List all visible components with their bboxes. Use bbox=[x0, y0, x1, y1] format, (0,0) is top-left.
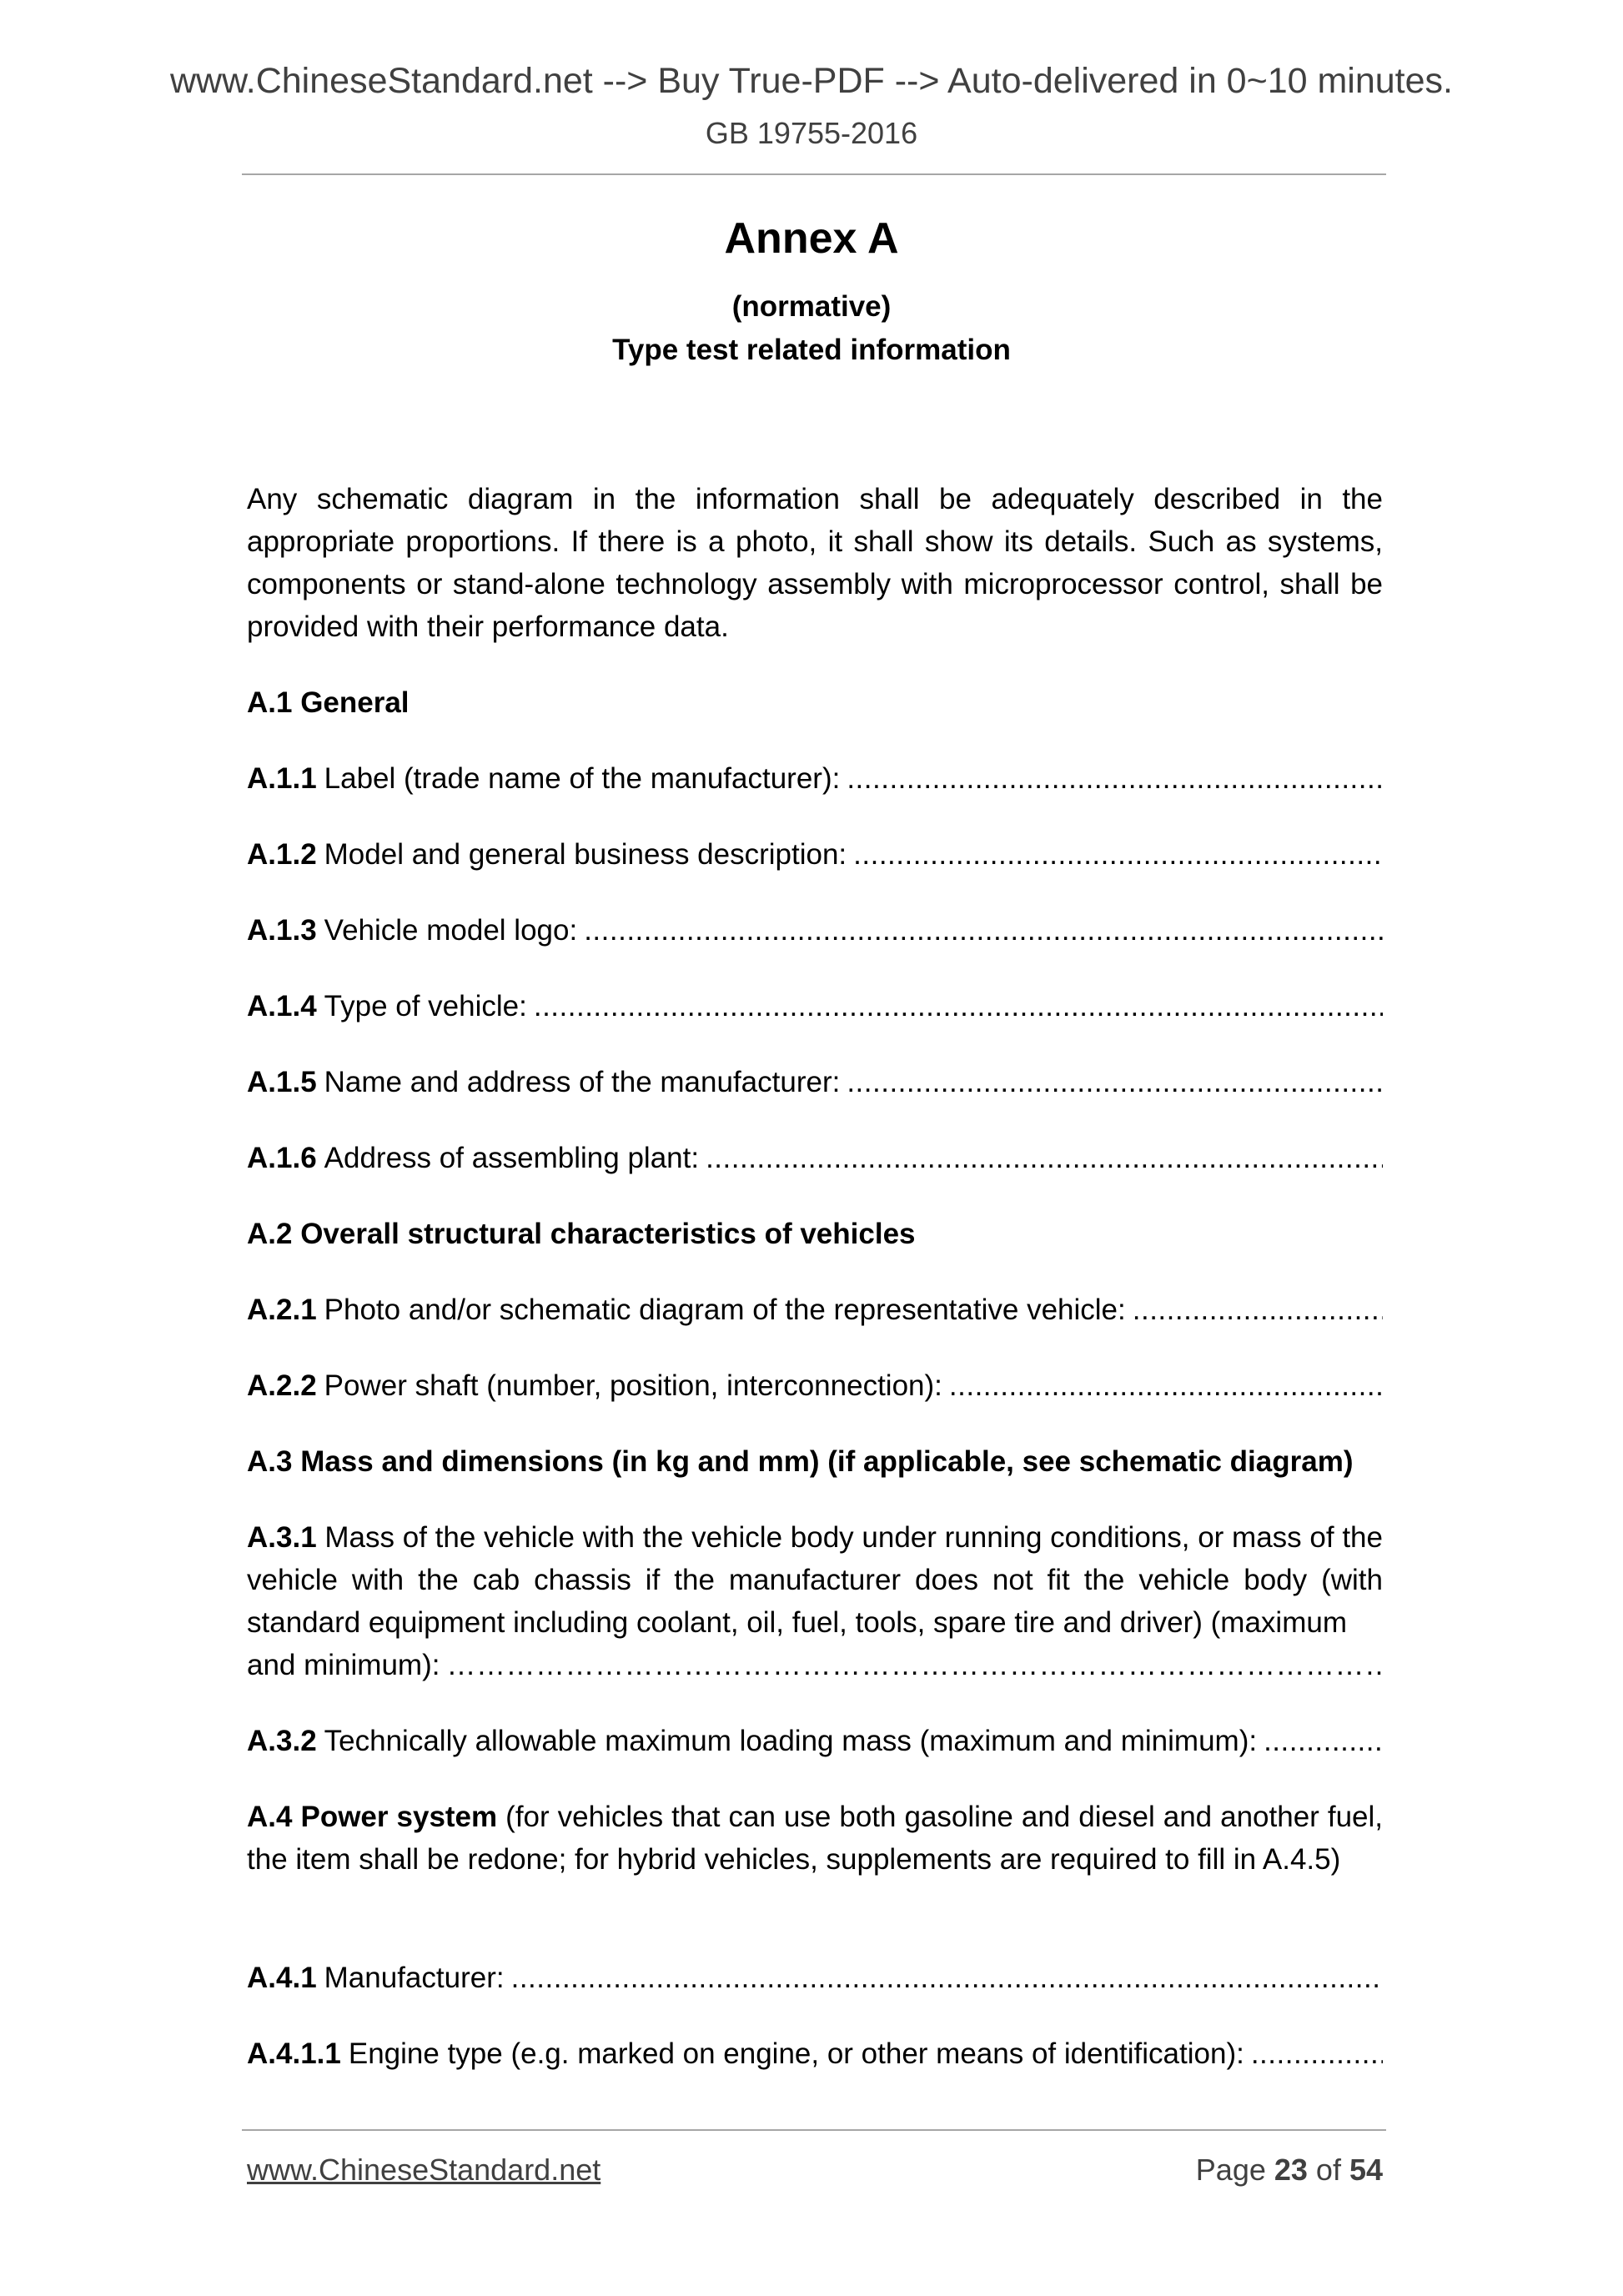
intro-paragraph: Any schematic diagram in the information shall be adequately described in the appropriate proportions. If there is a photo, it shall show its details. Such as systems, components or stand-alone technology assembly with microprocessor control, shall be provided with their performance data. bbox=[247, 483, 1383, 643]
item-label: Model and general business description: bbox=[324, 838, 847, 871]
form-item-a2-2 bbox=[247, 1364, 1383, 1407]
item-number: A.1.2 bbox=[247, 838, 317, 871]
form-item-a1-3 bbox=[247, 909, 1383, 952]
page-total: 54 bbox=[1349, 2153, 1383, 2187]
footer-site-link[interactable]: www.ChineseStandard.net bbox=[247, 2153, 601, 2187]
section-heading-a4 bbox=[247, 1796, 1383, 1881]
form-item-a3-1 bbox=[247, 1516, 1383, 1644]
item-label: Engine type (e.g. marked on engine, or other means of identification): bbox=[348, 2037, 1244, 2070]
site-banner: www.ChineseStandard.net --> Buy True-PDF --> Auto-delivered in 0~10 minutes. bbox=[169, 61, 1453, 101]
annex-subtitle: Type test related information bbox=[612, 334, 1011, 366]
item-label: Technically allowable maximum loading mass (maximum and minimum): bbox=[324, 1725, 1258, 1757]
form-item-a3-1-fill bbox=[247, 1644, 1383, 1686]
dotted-fill-line bbox=[847, 833, 1383, 876]
section-heading-a2: A.2 Overall structural characteristics of vehicles bbox=[247, 1218, 916, 1250]
item-number: A.1.5 bbox=[247, 1066, 317, 1098]
item-number: A.1.1 bbox=[247, 762, 317, 795]
form-item-a1-5 bbox=[247, 1061, 1383, 1103]
dotted-fill-line bbox=[440, 1644, 1383, 1686]
item-number: A.4.1.1 bbox=[247, 2037, 341, 2070]
form-item-a4-1-1 bbox=[247, 2032, 1383, 2075]
item-label: Label (trade name of the manufacturer): bbox=[324, 762, 841, 795]
item-number: A.3.1 bbox=[247, 1521, 317, 1554]
dotted-fill-line bbox=[1126, 1289, 1383, 1331]
item-number: A.1.6 bbox=[247, 1142, 317, 1174]
section-heading-a1: A.1 General bbox=[247, 686, 410, 719]
page-number bbox=[1196, 2155, 1383, 2185]
section-heading-note: (for vehicles that can use both gasoline and diesel and another fuel, the item shall be redone; for hybrid vehicles, supplements are required to fill in A.4.5) bbox=[247, 1801, 1383, 1876]
item-number: A.4.1 bbox=[247, 1962, 317, 1994]
dotted-fill-line bbox=[527, 985, 1383, 1027]
item-label: Name and address of the manufacturer: bbox=[324, 1066, 841, 1098]
dotted-fill-line bbox=[577, 909, 1383, 952]
page-current: 23 bbox=[1274, 2153, 1308, 2187]
item-label: Address of assembling plant: bbox=[324, 1142, 700, 1174]
dotted-fill-line bbox=[942, 1364, 1383, 1407]
dotted-fill-line bbox=[699, 1137, 1383, 1179]
header-divider bbox=[242, 173, 1386, 175]
item-number: A.2.1 bbox=[247, 1294, 317, 1326]
item-text-end: and minimum): bbox=[247, 1649, 440, 1681]
item-label: Manufacturer: bbox=[324, 1962, 505, 1994]
dotted-fill-line bbox=[1257, 1720, 1383, 1762]
page-prefix: Page bbox=[1195, 2153, 1274, 2187]
form-item-a2-1 bbox=[247, 1289, 1383, 1331]
footer-divider bbox=[242, 2129, 1386, 2131]
item-label: Power shaft (number, position, interconnection): bbox=[324, 1369, 942, 1402]
section-heading-bold: A.4 Power system bbox=[247, 1801, 498, 1833]
form-item-a1-6 bbox=[247, 1137, 1383, 1179]
item-label: Vehicle model logo: bbox=[324, 914, 578, 947]
form-item-a4-1 bbox=[247, 1957, 1383, 1999]
annex-status: (normative) bbox=[731, 290, 892, 323]
dotted-fill-line bbox=[840, 757, 1383, 800]
form-item-a1-2 bbox=[247, 833, 1383, 876]
dotted-fill-line bbox=[1244, 2032, 1383, 2075]
page-mid: of bbox=[1307, 2153, 1349, 2187]
form-item-a1-4 bbox=[247, 985, 1383, 1027]
item-number: A.2.2 bbox=[247, 1369, 317, 1402]
standard-code: GB 19755-2016 bbox=[705, 116, 918, 150]
item-number: A.1.3 bbox=[247, 914, 317, 947]
form-item-a1-1 bbox=[247, 757, 1383, 800]
annex-title: Annex A bbox=[724, 214, 899, 263]
item-text: Mass of the vehicle with the vehicle body under running conditions, or mass of the vehicle with the cab chassis if the manufacturer does not fit the vehicle body (with standard equipment including coolant, oil, fuel, tools, spare tire and driver) (maximum bbox=[247, 1521, 1383, 1639]
dotted-fill-line bbox=[505, 1957, 1383, 1999]
item-label: Photo and/or schematic diagram of the representative vehicle: bbox=[324, 1294, 1126, 1326]
item-number: A.3.2 bbox=[247, 1725, 317, 1757]
form-item-a3-2 bbox=[247, 1720, 1383, 1762]
item-number: A.1.4 bbox=[247, 990, 317, 1022]
dotted-fill-line bbox=[840, 1061, 1383, 1103]
item-label: Type of vehicle: bbox=[324, 990, 527, 1022]
section-heading-a3: A.3 Mass and dimensions (in kg and mm) (if applicable, see schematic diagram) bbox=[247, 1445, 1354, 1478]
